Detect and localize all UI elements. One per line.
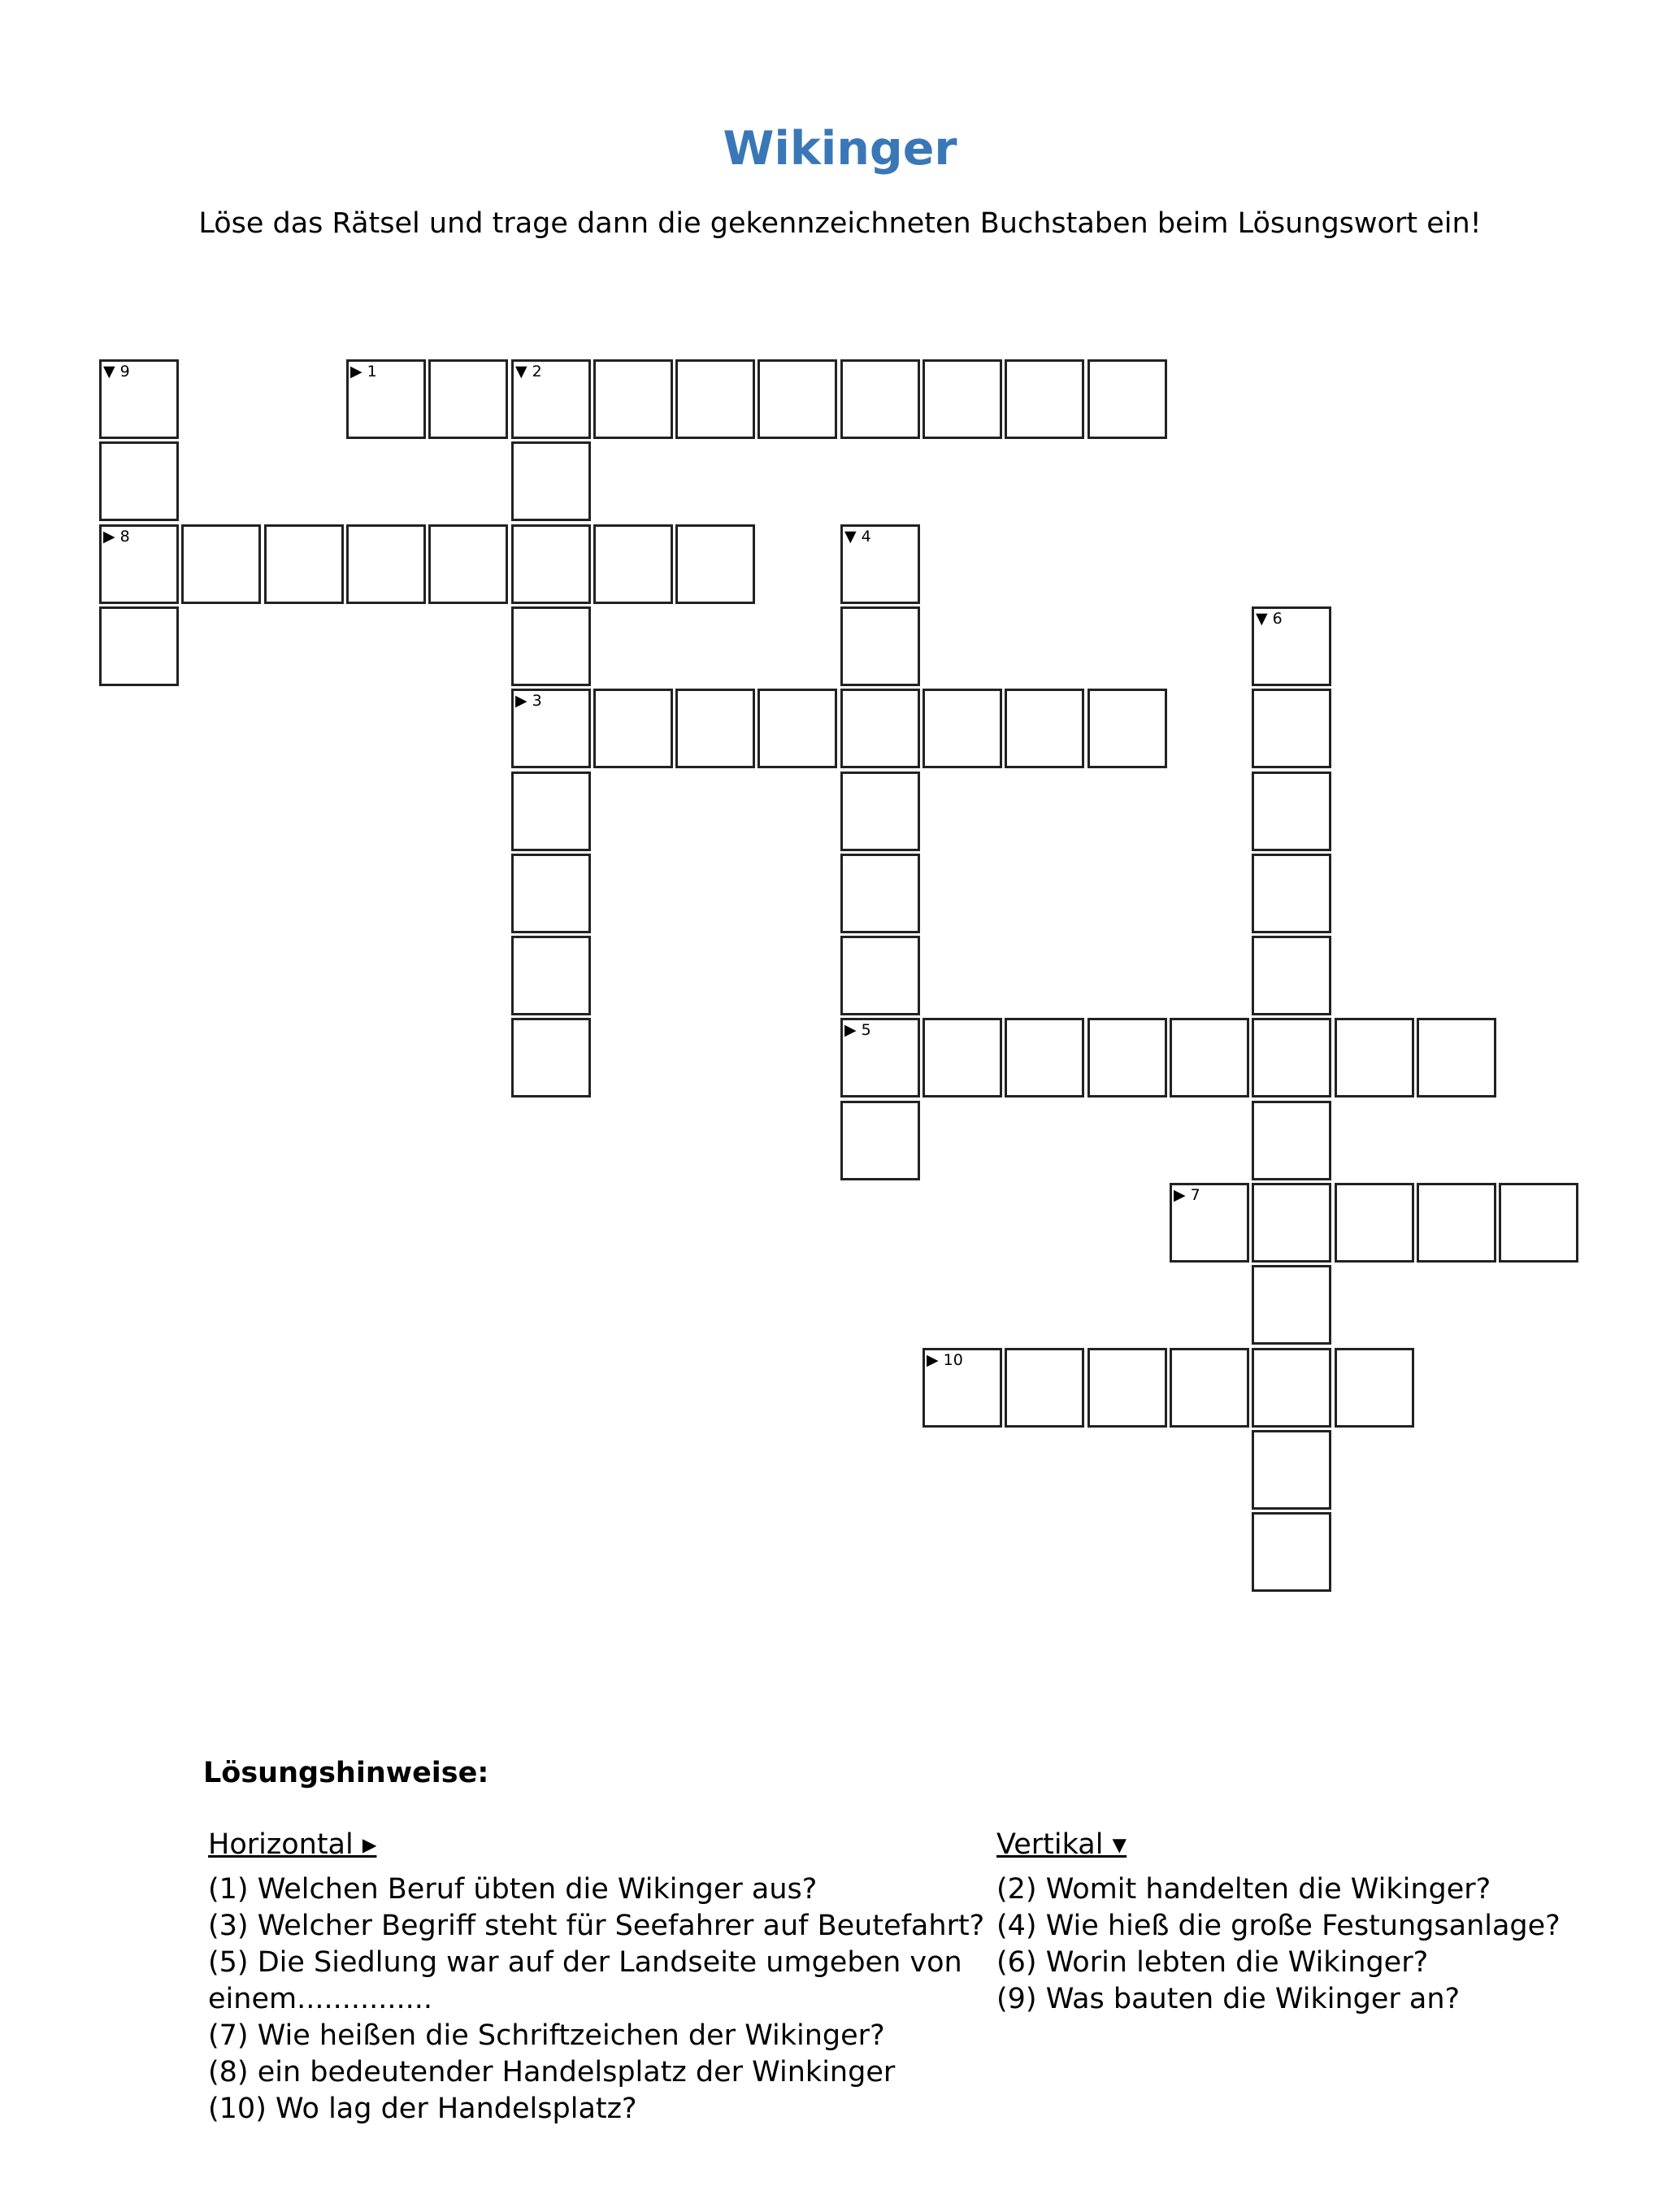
vertical-heading: Vertikal ▾	[996, 1828, 1127, 1861]
crossword-cell[interactable]	[511, 441, 591, 521]
horizontal-clue-list	[208, 1871, 988, 2128]
crossword-cell[interactable]	[1252, 854, 1331, 933]
instruction-text: Löse das Rätsel und trage dann die gekennzeichneten Buchstaben beim Lösungswort ein!	[198, 207, 1482, 240]
crossword-cell[interactable]	[99, 359, 179, 439]
crossword-cell[interactable]	[593, 689, 673, 768]
clue-number-label: ▼ 9	[103, 363, 130, 380]
crossword-cell[interactable]	[428, 524, 508, 604]
clue-number-label: ▼ 6	[1256, 610, 1283, 628]
crossword-cell[interactable]	[1252, 1101, 1331, 1180]
crossword-cell[interactable]	[1170, 1348, 1249, 1428]
crossword-cell[interactable]	[511, 936, 591, 1015]
crossword-cell[interactable]	[1170, 1183, 1249, 1263]
clue-item: (10) Wo lag der Handelsplatz?	[208, 2093, 637, 2125]
crossword-cell[interactable]	[840, 854, 920, 933]
crossword-cell[interactable]	[1005, 359, 1084, 439]
crossword-cell[interactable]	[1417, 1183, 1496, 1263]
crossword-cell[interactable]	[1087, 359, 1167, 439]
crossword-cell[interactable]	[922, 689, 1002, 768]
vertical-clue-list	[996, 1871, 1663, 2018]
crossword-cell[interactable]	[1252, 1018, 1331, 1098]
clue-number-label: ▶ 10	[927, 1351, 963, 1369]
crossword-cell[interactable]	[1087, 1018, 1167, 1098]
clue-number-label: ▶ 8	[103, 528, 130, 545]
crossword-cell[interactable]	[922, 359, 1002, 439]
crossword-cell[interactable]	[511, 606, 591, 686]
crossword-cell[interactable]	[511, 359, 591, 439]
crossword-cell[interactable]	[511, 772, 591, 851]
crossword-cell[interactable]	[1335, 1183, 1414, 1263]
crossword-cell[interactable]	[346, 524, 426, 604]
clue-number-label: ▶ 3	[515, 692, 542, 710]
crossword-cell[interactable]	[840, 689, 920, 768]
crossword-cell[interactable]	[675, 359, 755, 439]
crossword-cell[interactable]	[99, 441, 179, 521]
clue-number-label: ▶ 5	[844, 1021, 871, 1039]
crossword-cell[interactable]	[922, 1018, 1002, 1098]
crossword-cell[interactable]	[758, 359, 837, 439]
crossword-cell[interactable]	[593, 524, 673, 604]
crossword-cell[interactable]	[511, 689, 591, 768]
crossword-cell[interactable]	[840, 524, 920, 604]
clue-number-label: ▼ 4	[844, 528, 871, 545]
crossword-cell[interactable]	[1252, 1430, 1331, 1510]
page-title: Wikinger	[723, 122, 957, 176]
crossword-cell[interactable]	[840, 1101, 920, 1180]
crossword-cell[interactable]	[1252, 1265, 1331, 1345]
crossword-cell[interactable]	[593, 359, 673, 439]
crossword-cell[interactable]	[1252, 1183, 1331, 1263]
crossword-cell[interactable]	[1417, 1018, 1496, 1098]
crossword-cell[interactable]	[675, 689, 755, 768]
crossword-cell[interactable]	[511, 1018, 591, 1098]
crossword-cell[interactable]	[99, 524, 179, 604]
crossword-cell[interactable]	[1252, 689, 1331, 768]
hints-heading: Lösungshinweise:	[203, 1757, 489, 1789]
clue-number-label: ▶ 7	[1174, 1186, 1200, 1204]
clue-item: (3) Welcher Begriff steht für Seefahrer auf Beutefahrt?	[208, 1910, 985, 1942]
horizontal-heading: Horizontal ▸	[208, 1828, 377, 1861]
crossword-cell[interactable]	[1252, 772, 1331, 851]
clue-item: (5) Die Siedlung war auf der Landseite umgeben von einem...............	[208, 1946, 971, 2015]
crossword-cell[interactable]	[1170, 1018, 1249, 1098]
clue-number-label: ▼ 2	[515, 363, 542, 380]
crossword-cell[interactable]	[1252, 936, 1331, 1015]
clue-item: (1) Welchen Beruf übten die Wikinger aus?	[208, 1873, 818, 1906]
crossword-cell[interactable]	[428, 359, 508, 439]
clue-item: (2) Womit handelten die Wikinger?	[996, 1873, 1491, 1906]
crossword-cell[interactable]	[1499, 1183, 1578, 1263]
crossword-cell[interactable]	[1252, 1512, 1331, 1592]
clue-item: (9) Was bauten die Wikinger an?	[996, 1983, 1461, 2015]
clue-item: (4) Wie hieß die große Festungsanlage?	[996, 1910, 1561, 1942]
crossword-cell[interactable]	[264, 524, 344, 604]
clue-number-label: ▶ 1	[350, 363, 377, 380]
crossword-cell[interactable]	[181, 524, 261, 604]
crossword-cell[interactable]	[675, 524, 755, 604]
clue-item: (8) ein bedeutender Handelsplatz der Winkinger	[208, 2056, 896, 2089]
clue-item: (7) Wie heißen die Schriftzeichen der Wikinger?	[208, 2019, 885, 2052]
crossword-cell[interactable]	[840, 936, 920, 1015]
clue-item: (6) Worin lebten die Wikinger?	[996, 1946, 1429, 1979]
crossword-cell[interactable]	[511, 524, 591, 604]
crossword-cell[interactable]	[1005, 1348, 1084, 1428]
crossword-cell[interactable]	[840, 772, 920, 851]
crossword-cell[interactable]	[840, 1018, 920, 1098]
crossword-cell[interactable]	[1335, 1018, 1414, 1098]
crossword-cell[interactable]	[1252, 1348, 1331, 1428]
crossword-cell[interactable]	[840, 606, 920, 686]
crossword-cell[interactable]	[346, 359, 426, 439]
crossword-cell[interactable]	[1087, 689, 1167, 768]
crossword-cell[interactable]	[840, 359, 920, 439]
crossword-cell[interactable]	[1005, 689, 1084, 768]
crossword-cell[interactable]	[758, 689, 837, 768]
crossword-cell[interactable]	[922, 1348, 1002, 1428]
crossword-cell[interactable]	[511, 854, 591, 933]
crossword-cell[interactable]	[1005, 1018, 1084, 1098]
crossword-cell[interactable]	[1335, 1348, 1414, 1428]
crossword-cell[interactable]	[99, 606, 179, 686]
crossword-cell[interactable]	[1252, 606, 1331, 686]
crossword-cell[interactable]	[1087, 1348, 1167, 1428]
